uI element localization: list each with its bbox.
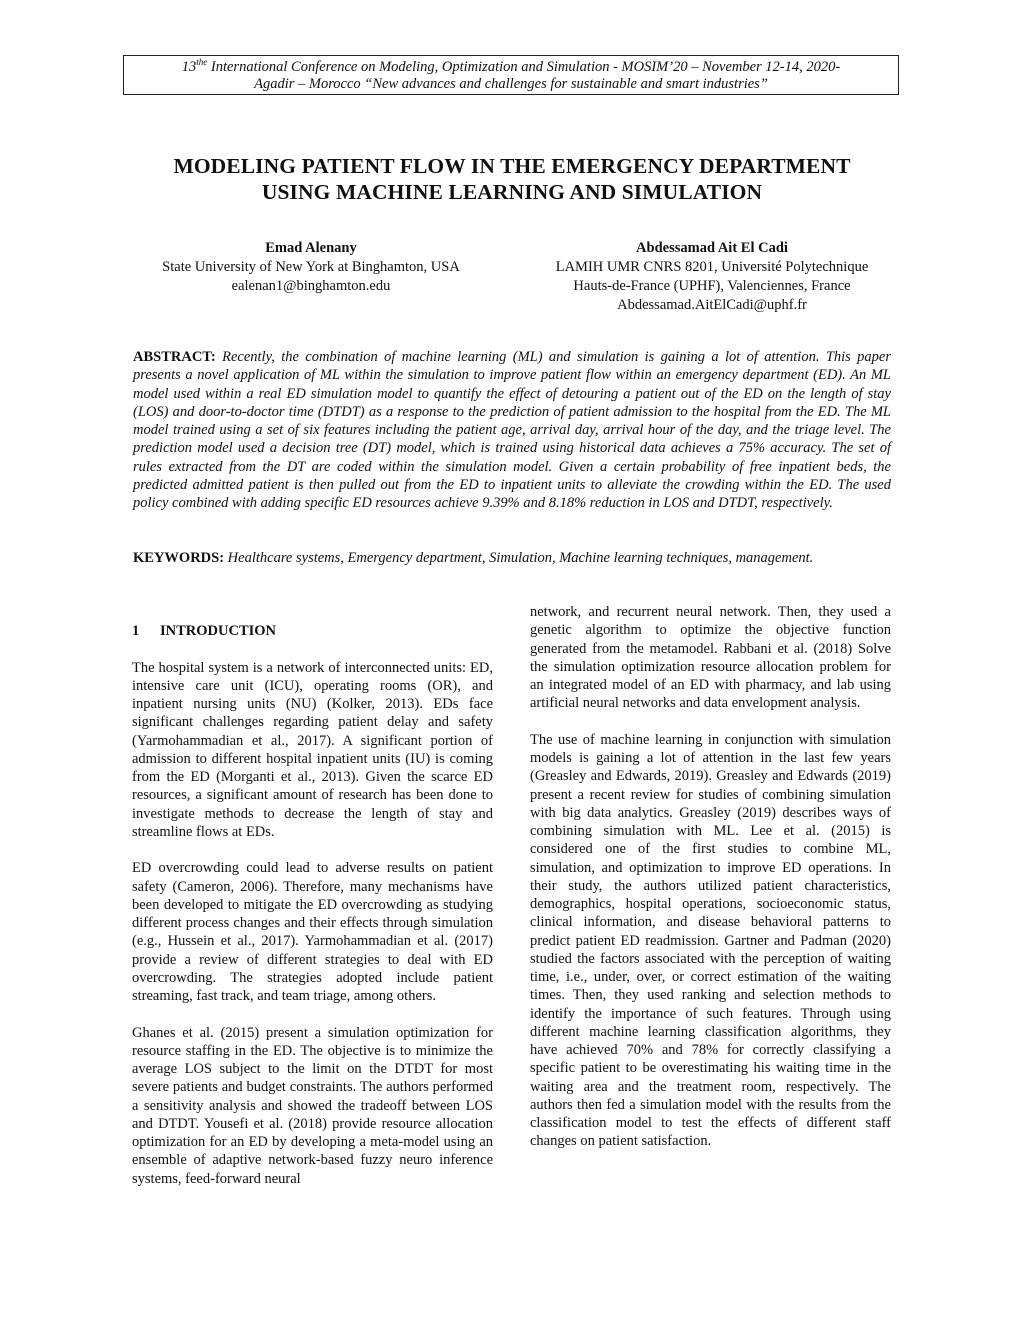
paragraph: The use of machine learning in conjunction with simulation models is gaining a lot of attention in the last few years (Greasley and Edwards, 2019). Greasley and Edwards (2019) present a recent review for studies of combining simulation with big data analytics. Greasley (2019) describes ways of combining simulation with ML. Lee et al. (2015) is considered one of the first studies to combine ML, simulation, and optimization to improve ED operations. In their study, the authors utilized patient characteristics, demographics, hospital operations, socioeconomic status, clinical information, and disease behavioral patterns to predict patient ED readmission. Gartner and Padman (2020) studied the factors associated with the perception of waiting time, i.e., under, over, or correct estimation of the waiting times. Then, they used ranking and selection methods to identify the importance of such features. Through using different machine learning classification algorithms, they have achieved 70% and 78% for correctly classifying a specific patient to be overestimating his waiting time in the waiting area and the treatment room, respectively. The authors then fed a simulation model with the results from the classification model to test the effects of different staff changes on patient satisfaction.: [530, 731, 891, 1150]
author-name: Abdessamad Ait El Cadi: [636, 240, 788, 256]
section-title: INTRODUCTION: [160, 623, 277, 639]
paragraph: network, and recurrent neural network. Then, they used a genetic algorithm to optimize the objective function generated from the metamodel. Rabbani et al. (2018) Solve the simulation optimization resource allocation problem for an integrated model of an ED with pharmacy, and lab using artificial neural networks and data envelopment analysis.: [530, 604, 891, 712]
author-affiliation: State University of New York at Binghamton, USA: [162, 259, 460, 275]
conference-header-line-2: Agadir – Morocco “New advances and challenges for sustainable and smart industries”: [254, 76, 768, 92]
paragraph: ED overcrowding could lead to adverse results on patient safety (Cameron, 2006). Therefore, many mechanisms have been developed to mitigate the ED overcrowding as studying different process changes and their effects through simulation (e.g., Hussein et al., 2017). Yarmohammadian et al. (2017) provide a review of different strategies to deal with ED overcrowding. The strategies adopted include patient streaming, fast track, and team triage, among others.: [132, 860, 493, 1004]
edition-number: 13: [181, 59, 197, 75]
author-block-2: [522, 239, 902, 315]
edition-suffix: the: [196, 57, 208, 68]
keywords: [133, 549, 891, 567]
paragraph: The hospital system is a network of interconnected units: ED, intensive care unit (ICU), operating rooms (OR), and inpatient nursing units (NU) (Kolker, 2013). EDs face significant challenges regarding patient delay and safety (Yarmohammadian et al., 2017). A significant portion of admission to different hospital inpatient units (IU) is coming from the ED (Morganti et al., 2013). Given the scarce ED resources, a significant amount of research has been done to investigate methods to decrease the length of stay and streamline flows at EDs.: [132, 659, 493, 840]
section-heading: [132, 622, 493, 640]
author-name: Emad Alenany: [265, 240, 357, 256]
paper-title-line-1: MODELING PATIENT FLOW IN THE EMERGENCY DEPARTMENT: [173, 154, 851, 178]
left-column: [132, 622, 493, 1206]
keywords-text: Healthcare systems, Emergency department, Simulation, Machine learning techniques, management.: [227, 550, 814, 566]
section-number: 1: [132, 623, 140, 639]
author-affiliation: LAMIH UMR CNRS 8201, Université Polytechnique: [555, 259, 869, 275]
abstract-text: Recently, the combination of machine learning (ML) and simulation is gaining a lot of attention. This paper presents a novel application of ML within the simulation to improve patient flow within an emergency department (ED). An ML model used within a real ED simulation model to quantify the effect of detouring a patient out of the ED on the length of stay (LOS) and door-to-doctor time (DTDT) as a response to the prediction of patient admission to the hospital from the ED. The ML model trained using a set of six features including the patient age, arrival day, arrival hour of the day, and the triage level. The prediction model used a decision tree (DT) model, which is trained using historical data achieves a 75% accuracy. The set of rules extracted from the DT are coded within the simulation model. Given a certain probability of free inpatient beds, the predicted admitted patient is then pulled out from the ED to inpatient units to alleviate the crowding within the ED. The used policy combined with adding specific ED resources achieve 9.39% and 8.18% reduction in LOS and DTDT, respectively.: [133, 349, 892, 512]
abstract: [133, 348, 891, 513]
paper-title: [100, 153, 924, 205]
conference-name: International Conference on Modeling, Optimization and Simulation - MOSIM’20 – November 12-14, 2020-: [207, 59, 841, 75]
paragraph: Ghanes et al. (2015) present a simulation optimization for resource staffing in the ED. The objective is to minimize the average LOS subject to the limit on the DTDT for most severe patients and budget constraints. The authors performed a sensitivity analysis and showed the tradeoff between LOS and DTDT. Yousefi et al. (2018) provide resource allocation optimization for an ED by developing a meta-model using an ensemble of adaptive network-based fuzzy neuro inference systems, feed-forward neural: [132, 1024, 493, 1187]
keywords-label: KEYWORDS:: [133, 550, 225, 566]
abstract-label: ABSTRACT:: [133, 349, 216, 365]
conference-header: [123, 55, 899, 95]
conference-header-line-1: [124, 59, 898, 76]
paper-title-line-2: USING MACHINE LEARNING AND SIMULATION: [261, 180, 763, 204]
author-email: ealenan1@binghamton.edu: [231, 278, 391, 294]
author-block-1: [130, 239, 492, 296]
author-affiliation: Hauts-de-France (UPHF), Valenciennes, France: [573, 278, 851, 294]
right-column: [530, 603, 891, 1169]
author-email: Abdessamad.AitElCadi@uphf.fr: [617, 297, 807, 313]
